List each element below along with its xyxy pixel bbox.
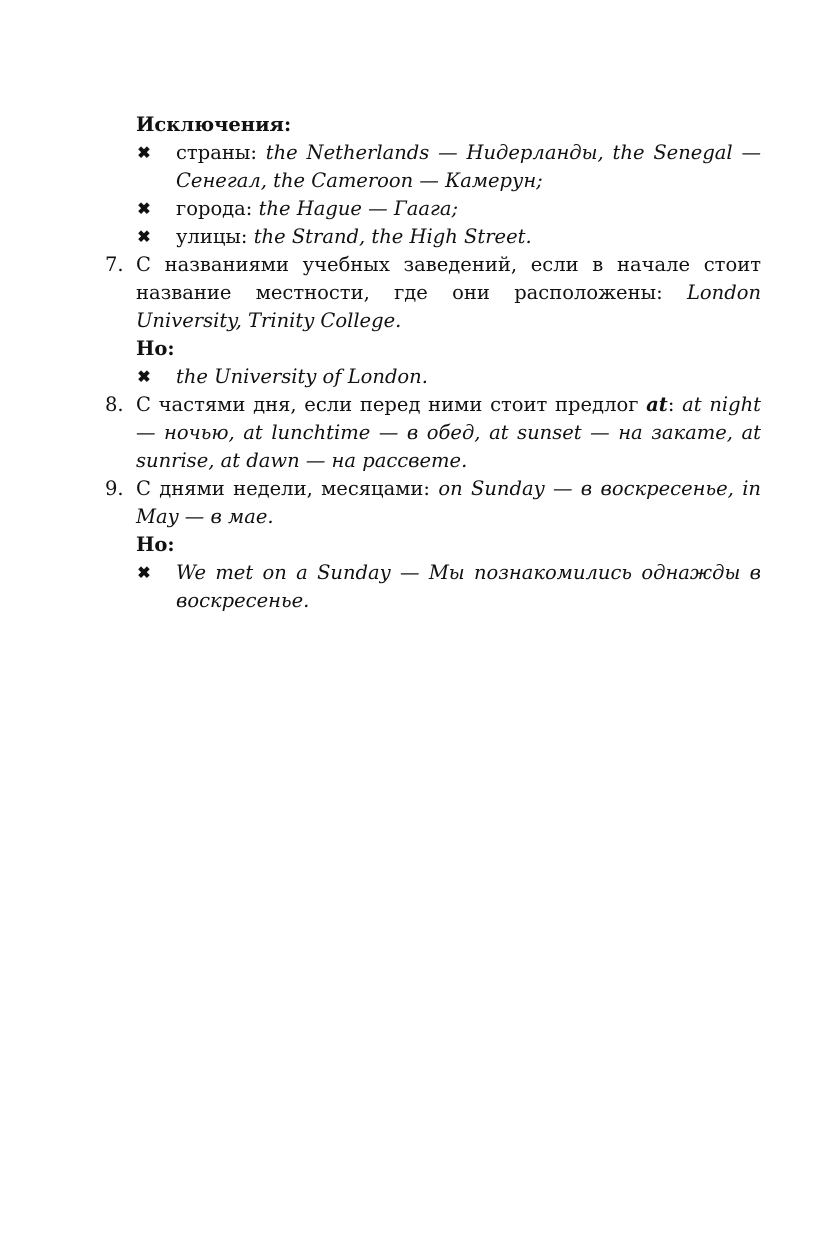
rule-colon: : bbox=[667, 393, 683, 416]
exception-label: страны: bbox=[176, 141, 266, 164]
rule-example: London University, Trinity College. bbox=[136, 281, 761, 332]
exception-example: the Strand, the High Street. bbox=[253, 225, 532, 248]
rule-number: 8. bbox=[105, 393, 124, 416]
bullet-cross-icon: ✖ bbox=[137, 199, 151, 218]
exception-example: the Hague — Гаага; bbox=[258, 197, 459, 220]
bullet-cross-icon: ✖ bbox=[137, 367, 151, 386]
but-example: We met on a Sunday — Мы познакомились однажды в воскресенье. bbox=[176, 561, 761, 612]
rule-keyword: at bbox=[646, 393, 668, 416]
rule-number: 9. bbox=[105, 477, 124, 500]
exception-label: города: bbox=[176, 197, 259, 220]
but-label: Но: bbox=[136, 337, 175, 360]
exception-label: улицы: bbox=[176, 225, 254, 248]
text-column bbox=[105, 111, 761, 615]
bullet-cross-icon: ✖ bbox=[137, 143, 151, 162]
exception-item-streets bbox=[105, 223, 761, 251]
exception-item-cities bbox=[105, 195, 761, 223]
rule-example: at night — ночью, at lunchtime — в обед, at sunset — на закате, at sunrise, at dawn — на рассвете. bbox=[136, 393, 761, 472]
rule-example: on Sunday — в воскресенье, in May — в мае. bbox=[136, 477, 761, 528]
rule-text: С названиями учебных заведений, если в начале стоит название местности, где они расположены: bbox=[136, 253, 761, 304]
bullet-cross-icon: ✖ bbox=[137, 563, 151, 582]
rule-text: С днями недели, месяцами: bbox=[136, 477, 439, 500]
rule-item-9 bbox=[105, 475, 761, 531]
but-label: Но: bbox=[136, 533, 175, 556]
rule-text: С частями дня, если перед ними стоит предлог bbox=[136, 393, 647, 416]
but-example: the University of London. bbox=[176, 365, 428, 388]
rule-item-7 bbox=[105, 251, 761, 335]
but-example-item bbox=[105, 559, 761, 615]
exception-item-countries bbox=[105, 139, 761, 195]
exception-example: the Netherlands — Нидерланды, the Senegal — Сенегал, the Cameroon — Камерун; bbox=[176, 141, 761, 192]
bullet-cross-icon: ✖ bbox=[137, 227, 151, 246]
rule-number: 7. bbox=[105, 253, 124, 276]
but-example-item bbox=[105, 363, 761, 391]
rule-item-8 bbox=[105, 391, 761, 475]
exceptions-heading: Исключения: bbox=[136, 113, 292, 136]
